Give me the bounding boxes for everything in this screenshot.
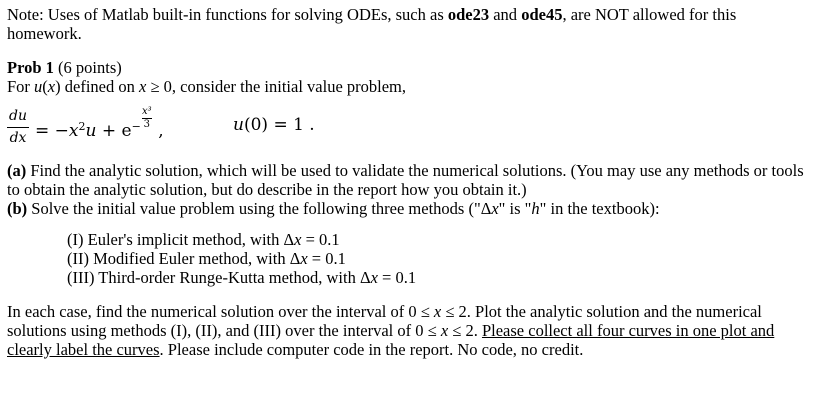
- exp-numerator: x³: [141, 106, 152, 117]
- method-step: = 0.1: [377, 268, 417, 287]
- eq-var-u: u: [85, 121, 97, 141]
- problem-heading: [7, 58, 807, 77]
- closing-paragraph: [7, 302, 807, 359]
- part-b-label: (b): [7, 199, 28, 218]
- method-item: [67, 249, 807, 268]
- method-var-x: x: [370, 268, 378, 287]
- eq-exp-base: + e: [96, 121, 132, 141]
- fraction-bar: [7, 127, 29, 128]
- method-step: = 0.1: [307, 249, 346, 268]
- note-suffix: , are NOT allowed for this homework.: [7, 5, 737, 43]
- note-fn-ode23: ode23: [447, 5, 490, 24]
- intro-var-x: x: [138, 77, 147, 96]
- problem-intro: [7, 77, 807, 96]
- problem-points: (6 points): [53, 58, 122, 77]
- closing-text: . Please include computer code in the report. No code, no credit.: [159, 340, 584, 359]
- fraction-numerator: du: [9, 108, 27, 124]
- initial-condition: [233, 116, 315, 135]
- note-and: and: [489, 5, 522, 24]
- eq-exp-minus: −: [131, 120, 141, 133]
- closing-underlined-instruction: Please collect all four curves in one plot and clearly label the curves: [7, 321, 775, 359]
- note-paragraph: [7, 5, 807, 43]
- closing-text: In each case, find the numerical solution over the interval of 0 ≤: [7, 302, 434, 321]
- ode-equation: [7, 106, 807, 148]
- method-var-x: x: [294, 230, 302, 249]
- part-a-text: Find the analytic solution, which will be used to validate the numerical solutions. (You may use any methods or tools to obtain the analytic solution, but do describe in the report how you obtain it.): [7, 161, 804, 199]
- closing-var-x: x: [433, 302, 442, 321]
- method-text: (III) Third-order Runge-Kutta method, with Δ: [67, 268, 371, 287]
- part-b-text: Solve the initial value problem using the following three methods ("Δ: [27, 199, 492, 218]
- part-b-text: " is ": [498, 199, 532, 218]
- part-b: [7, 199, 807, 218]
- intro-var-x: x: [47, 77, 56, 96]
- method-step: = 0.1: [301, 230, 340, 249]
- part-a: [7, 161, 807, 199]
- problem-title: Prob 1: [7, 58, 54, 77]
- method-var-x: x: [300, 249, 308, 268]
- closing-text: ≤ 2.: [448, 321, 482, 340]
- method-item: [67, 268, 807, 287]
- equation-rhs: [35, 106, 164, 141]
- part-a-label: (a): [7, 161, 27, 180]
- eq-exponent: 2: [78, 120, 86, 133]
- intro-text: ≥ 0, consider the initial value problem,: [146, 77, 407, 96]
- part-b-var-x: x: [491, 199, 499, 218]
- eq-comma: ,: [152, 121, 164, 141]
- closing-var-x: x: [440, 321, 449, 340]
- method-item: [67, 230, 807, 249]
- note-text: Note: Uses of Matlab built-in functions for solving ODEs, such as: [7, 5, 448, 24]
- exponent-fraction: [141, 106, 153, 130]
- intro-text: ) defined on: [55, 77, 139, 96]
- note-fn-ode45: ode45: [521, 5, 563, 24]
- method-text: (I) Euler's implicit method, with Δ: [67, 230, 295, 249]
- intro-text: For: [7, 77, 35, 96]
- closing-text: ≤ 2. Plot the analytic solution and the numerical solutions using methods (I), (II), and (III) over the interval of 0 ≤: [7, 302, 762, 340]
- init-var-u: u: [233, 115, 244, 135]
- intro-text: (: [42, 77, 48, 96]
- part-b-var-h: h: [531, 199, 540, 218]
- intro-var-u: u: [34, 77, 43, 96]
- part-b-text: " in the textbook):: [539, 199, 660, 218]
- exp-denominator: 3: [143, 119, 150, 130]
- init-value: (0) = 1 .: [243, 115, 315, 135]
- homework-page: [7, 5, 807, 359]
- methods-list: [67, 230, 807, 287]
- eq-var-x: x: [68, 121, 79, 141]
- eq-sign: = −: [35, 121, 69, 141]
- method-text: (II) Modified Euler method, with Δ: [67, 249, 301, 268]
- fraction-denominator: dx: [9, 130, 27, 146]
